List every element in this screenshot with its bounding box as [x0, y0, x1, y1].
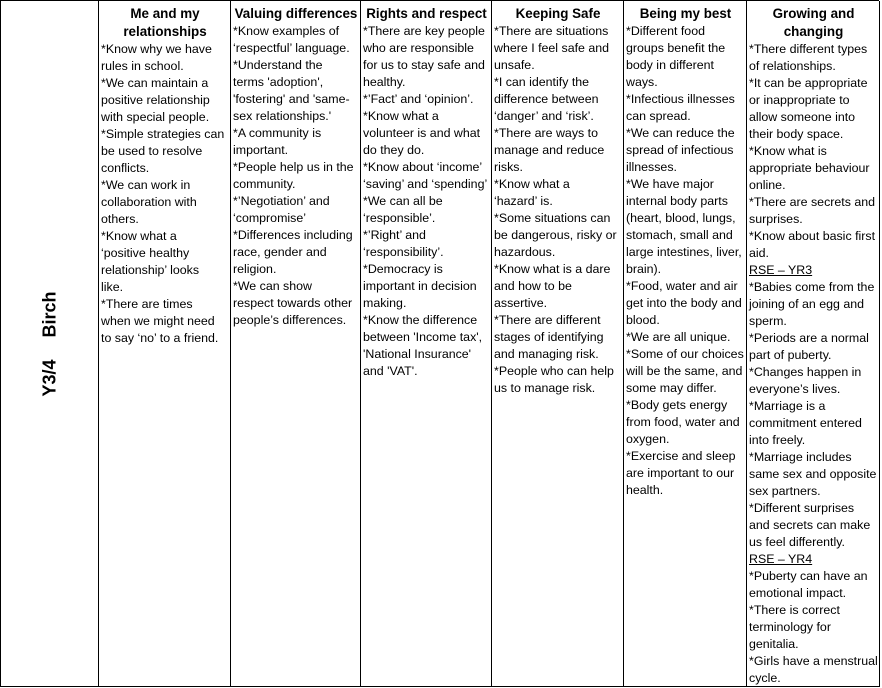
cell-text-line: risks. — [494, 160, 523, 174]
cell-text-line: surprises. — [749, 212, 803, 226]
cell-text-line: aid. — [749, 246, 769, 260]
cell-text-line: between 'Income tax', — [363, 330, 483, 344]
cell-text-line: healthy. — [363, 75, 406, 89]
cell-text-line: for us to stay safe and — [363, 58, 485, 72]
cell-text-line: people’s differences. — [233, 313, 347, 327]
cell-text-line: and 'VAT'. — [363, 364, 418, 378]
cell-text-line: appropriate behaviour — [749, 161, 870, 175]
cell-text-line: like. — [101, 280, 124, 294]
cell-text-line: *Know what a — [363, 109, 439, 123]
cell-text-line: ‘responsible’. — [363, 211, 436, 225]
cell-text-line: or inappropriate to — [749, 93, 850, 107]
cell-text-line: sperm. — [749, 314, 787, 328]
cell-text-line: into freely. — [749, 433, 806, 447]
cell-text-line: *Marriage is a — [749, 399, 826, 413]
cell-text-line: *We are all unique. — [626, 330, 731, 344]
cell-text-line: *Know what is a dare — [494, 262, 611, 276]
cell-text-line: *Food, water and air — [626, 279, 738, 293]
cell-text-line: *’Right’ and — [363, 228, 426, 242]
cell-text-line: genitalia. — [749, 637, 799, 651]
cell-text-line: are important to our — [626, 466, 735, 480]
cell-text-line: *Understand the — [233, 58, 323, 72]
cell-text-line: *Know what is — [749, 144, 827, 158]
column-heading-line: Keeping Safe — [515, 6, 601, 21]
cell-text-line: *There are ways to — [494, 126, 598, 140]
cell-text-line: race, gender and — [233, 245, 327, 259]
cell-text-line: *People who can help — [494, 364, 614, 378]
section-subheading: RSE – YR3 — [749, 263, 813, 277]
cell-text-line: stages of identifying — [494, 330, 604, 344]
cell-text-line: large intestines, liver, — [626, 245, 742, 259]
column-rights-and-respect — [361, 1, 492, 687]
cell-text-line: *Know about basic first — [749, 229, 876, 243]
cell-text-line: difference between — [494, 92, 599, 106]
cell-text-line: *There are key people — [363, 24, 485, 38]
cell-text-line: *There are times — [101, 297, 193, 311]
cell-text-line: *Democracy is — [363, 262, 443, 276]
cell-text-line: ‘saving’ and ‘spending’ — [363, 177, 488, 191]
cell-text-line: of relationships. — [749, 59, 836, 73]
cell-text-line: *There are secrets and — [749, 195, 876, 209]
cell-text-line: collaboration with — [101, 195, 197, 209]
cell-text-line: religion. — [233, 262, 277, 276]
cell-text-line: part of puberty. — [749, 348, 832, 362]
cell-text-line: *Exercise and sleep — [626, 449, 736, 463]
cell-text-line: volunteer is and what — [363, 126, 481, 140]
cell-text-line: manage and reduce — [494, 143, 605, 157]
cell-text-line: hazardous. — [494, 245, 556, 259]
cell-text-line: can spread. — [626, 109, 691, 123]
cell-text-line: important. — [233, 143, 289, 157]
cell-text-line: emotional impact. — [749, 586, 847, 600]
cell-text-line: assertive. — [494, 296, 548, 310]
cell-text-line: *Know the difference — [363, 313, 478, 327]
cell-text-line: from food, water and — [626, 415, 740, 429]
cell-text-line: rules in school. — [101, 59, 184, 73]
cell-text-line: *Know about ‘income’ — [363, 160, 483, 174]
cell-text-line: everyone’s lives. — [749, 382, 841, 396]
cell-text-line: relationship’ looks — [101, 263, 200, 277]
cell-text-line: get into the body and — [626, 296, 742, 310]
cell-text-line: *Know why we have — [101, 42, 212, 56]
cell-text-line: making. — [363, 296, 407, 310]
cell-text-line: 'National Insurance' — [363, 347, 472, 361]
column-heading — [101, 3, 230, 41]
cell-text-line: *We can show — [233, 279, 312, 293]
cell-text-line: health. — [626, 483, 664, 497]
column-growing-and-changing — [747, 1, 880, 687]
cell-text-line: *Girls have a menstrual — [749, 654, 878, 668]
cell-text-line: *Babies come from the — [749, 280, 875, 294]
cell-text-line: important in decision — [363, 279, 477, 293]
column-heading-line: Me and my — [130, 6, 200, 21]
cell-text-line: others. — [101, 212, 139, 226]
cell-text-line: stomach, small and — [626, 228, 733, 242]
cell-text-line: terms 'adoption', — [233, 75, 324, 89]
cell-text-line: *Some situations can — [494, 211, 611, 225]
cell-text-line: *’Fact’ and ‘opinion’. — [363, 92, 474, 106]
column-being-my-best — [624, 1, 747, 687]
row-label — [39, 291, 60, 396]
cell-text-line: *Know what a — [101, 229, 177, 243]
cell-text-line: *There is correct — [749, 603, 840, 617]
cell-text-line: body in different — [626, 58, 714, 72]
section-subheading: RSE – YR4 — [749, 552, 813, 566]
cell-text-line: ‘responsibility’. — [363, 245, 444, 259]
cell-text-line: *Differences including — [233, 228, 353, 242]
cell-text-line: *There different types — [749, 42, 868, 56]
cell-text-line: sex partners. — [749, 484, 821, 498]
cell-text-line: *I can identify the — [494, 75, 590, 89]
cell-text-line: same sex and opposite — [749, 467, 877, 481]
cell-text-line: positive relationship — [101, 93, 210, 107]
cell-text-line: will be the same, and — [626, 364, 743, 378]
cell-text-line: *Puberty can have an — [749, 569, 868, 583]
cell-text-line: oxygen. — [626, 432, 670, 446]
cell-text-line: when we might need — [101, 314, 215, 328]
column-heading-line: changing — [783, 24, 844, 39]
cell-text-line: *We can maintain a — [101, 76, 209, 90]
cell-text-line: online. — [749, 178, 786, 192]
cell-text-line: ‘positive healthy — [101, 246, 190, 260]
cell-text-line: *It can be appropriate — [749, 76, 868, 90]
cell-text-line: 'fostering' and 'same- — [233, 92, 350, 106]
cell-text-line: with special people. — [101, 110, 210, 124]
column-valuing-differences — [231, 1, 361, 687]
cell-text-line: ‘respectful’ language. — [233, 41, 350, 55]
column-heading — [233, 3, 360, 23]
cell-text-line: ways. — [626, 75, 658, 89]
cell-text-line: to say ‘no’ to a friend. — [101, 331, 219, 345]
cell-text-line: *Periods are a normal — [749, 331, 869, 345]
cell-text-line: community. — [233, 177, 296, 191]
column-heading — [626, 3, 746, 23]
cell-text-line: *Know examples of — [233, 24, 340, 38]
cell-text-line: *A community is — [233, 126, 322, 140]
cell-text-line: *Different surprises — [749, 501, 855, 515]
cell-text-line: (heart, blood, lungs, — [626, 211, 736, 225]
column-heading-line: Growing and — [772, 6, 855, 21]
cell-text-line: who are responsible — [363, 41, 474, 55]
cell-text-line: joining of an egg and — [749, 297, 865, 311]
cell-text-line: *Simple strategies can — [101, 127, 225, 141]
cell-text-line: ‘hazard’ is. — [494, 194, 553, 208]
cell-text-line: and managing risk. — [494, 347, 599, 361]
column-heading — [749, 3, 879, 41]
cell-text-line: *Infectious illnesses — [626, 92, 735, 106]
column-me-and-my-relationships — [99, 1, 231, 687]
cell-text-line: internal body parts — [626, 194, 728, 208]
cell-text-line: be used to resolve — [101, 144, 203, 158]
cell-text-line: blood. — [626, 313, 660, 327]
row-label-class: Birch — [39, 290, 59, 337]
cell-text-line: terminology for — [749, 620, 831, 634]
cell-text-line: *’Negotiation’ and — [233, 194, 330, 208]
cell-text-line: ‘compromise’ — [233, 211, 306, 225]
cell-text-line: sex relationships.' — [233, 109, 332, 123]
cell-text-line: *We can work in — [101, 178, 191, 192]
cell-text-line: *Marriage includes — [749, 450, 852, 464]
cell-text-line: allow someone into — [749, 110, 856, 124]
cell-text-line: and secrets can make — [749, 518, 871, 532]
cell-text-line: be dangerous, risky or — [494, 228, 617, 242]
cell-text-line: *We have major — [626, 177, 714, 191]
cell-text-line: do they do. — [363, 143, 425, 157]
cell-text-line: *Different food — [626, 24, 705, 38]
column-heading — [363, 3, 491, 23]
cell-text-line: groups benefit the — [626, 41, 726, 55]
cell-text-line: *Some of our choices — [626, 347, 744, 361]
cell-text-line: *People help us in the — [233, 160, 354, 174]
column-heading-line: Valuing differences — [234, 6, 358, 21]
cell-text-line: and how to be — [494, 279, 572, 293]
cell-text-line: where I feel safe and — [494, 41, 610, 55]
cell-text-line: commitment entered — [749, 416, 862, 430]
cell-text-line: cycle. — [749, 671, 781, 685]
cell-text-line: *Changes happen in — [749, 365, 862, 379]
cell-text-line: *There are situations — [494, 24, 609, 38]
column-keeping-safe — [492, 1, 624, 687]
cell-text-line: *There are different — [494, 313, 601, 327]
cell-text-line: *We can all be — [363, 194, 443, 208]
cell-text-line: brain). — [626, 262, 662, 276]
cell-text-line: *Body gets energy — [626, 398, 728, 412]
cell-text-line: *Know what a — [494, 177, 570, 191]
cell-text-line: unsafe. — [494, 58, 535, 72]
cell-text-line: ‘danger’ and ‘risk’. — [494, 109, 594, 123]
cell-text-line: us to manage risk. — [494, 381, 596, 395]
cell-text-line: spread of infectious — [626, 143, 734, 157]
column-heading-line: Rights and respect — [366, 6, 487, 21]
column-heading-line: Being my best — [639, 6, 732, 21]
column-heading-line: relationships — [123, 24, 207, 39]
cell-text-line: some may differ. — [626, 381, 717, 395]
row-label-year: Y3/4 — [39, 358, 59, 397]
cell-text-line: illnesses. — [626, 160, 677, 174]
cell-text-line: their body space. — [749, 127, 844, 141]
column-heading — [494, 3, 623, 23]
cell-text-line: *We can reduce the — [626, 126, 735, 140]
cell-text-line: us feel differently. — [749, 535, 845, 549]
cell-text-line: conflicts. — [101, 161, 150, 175]
cell-text-line: respect towards other — [233, 296, 353, 310]
row-label-cell — [1, 1, 99, 687]
